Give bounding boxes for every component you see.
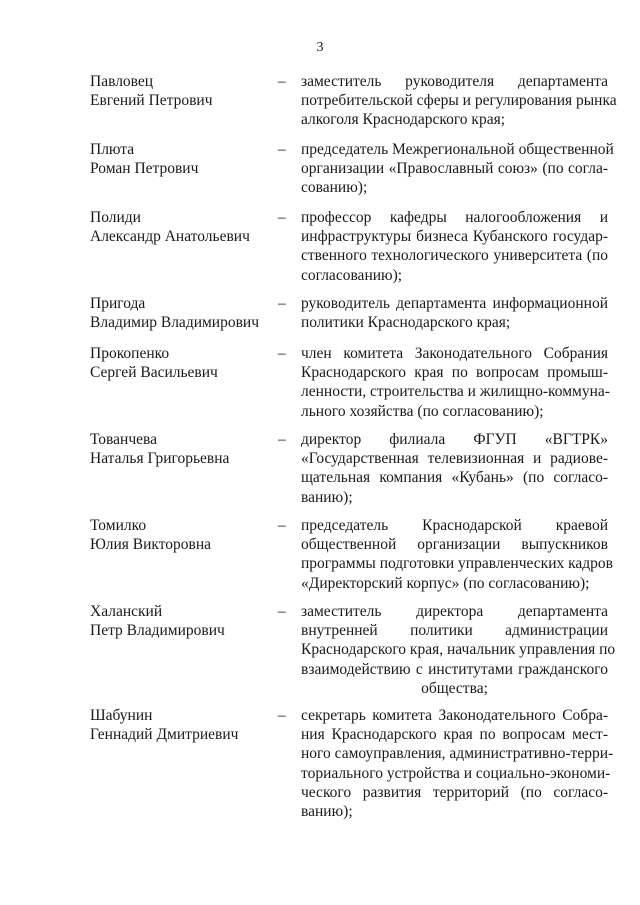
member-surname: Плюта <box>90 141 135 158</box>
member-name <box>90 430 275 468</box>
member-role <box>301 706 614 821</box>
role-line: ванию); <box>301 803 353 821</box>
role-line: ного самоуправления, административно-терри- <box>301 745 614 763</box>
role-line: председатель Межрегиональной общественной <box>301 141 614 158</box>
member-role <box>301 516 613 593</box>
member-given-name: Сергей Васильевич <box>90 364 218 382</box>
member-given-name: Юлия Викторовна <box>90 536 212 554</box>
separator-dash: – <box>278 73 286 90</box>
role-line: профессор кафедры налогообложения и <box>301 209 608 226</box>
member-given-name: Роман Петрович <box>90 160 199 178</box>
role-line: согласованию); <box>301 266 403 284</box>
member-given-name: Наталья Григорьевна <box>90 450 230 468</box>
member-role <box>301 430 608 507</box>
member-name <box>90 516 275 554</box>
separator-dash: – <box>278 707 286 724</box>
member-name <box>90 208 275 246</box>
member-name <box>90 344 275 382</box>
member-role <box>301 140 614 198</box>
member-role <box>301 344 608 421</box>
role-line: Краснодарского края, начальник управления по <box>301 641 616 659</box>
role-line: ческого развития территорий (по согласо- <box>301 783 608 801</box>
separator-dash: – <box>278 295 286 312</box>
role-line: льного хозяйства (по согласованию); <box>301 402 544 420</box>
role-line: инфраструктуры бизнеса Кубанского государ- <box>301 228 608 246</box>
member-name <box>90 602 275 640</box>
separator-dash: – <box>278 517 286 534</box>
member-given-name: Евгений Петрович <box>90 92 213 110</box>
role-line: потребительской сферы и регулирования рынка <box>301 92 617 110</box>
role-line: ния Краснодарского края по вопросам мест- <box>301 726 608 744</box>
role-line: общественной организации выпускников <box>301 536 608 554</box>
member-given-name: Геннадий Дмитриевич <box>90 726 239 744</box>
role-line: ториального устройства и социально-экономи- <box>301 764 611 782</box>
role-line: ленности, строительства и жилищно-коммуна- <box>301 383 610 401</box>
role-line: щательная компания «Кубань» (по согласо- <box>301 469 608 487</box>
member-surname: Халанский <box>90 603 163 620</box>
role-line: Краснодарского края по вопросам промыш- <box>301 364 608 382</box>
role-line: заместитель руководителя департамента <box>301 73 608 90</box>
role-line: программы подготовки управленческих кадров <box>301 555 613 573</box>
separator-dash: – <box>278 603 286 620</box>
role-line: организации «Православный союз» (по согла- <box>301 160 608 178</box>
member-name <box>90 294 275 332</box>
separator-dash: – <box>278 431 286 448</box>
member-given-name: Петр Владимирович <box>90 622 225 640</box>
member-role <box>301 602 616 698</box>
member-role <box>301 72 617 130</box>
role-line: алкоголя Краснодарского края; <box>301 111 506 129</box>
member-role <box>301 294 608 332</box>
separator-dash: – <box>278 345 286 362</box>
member-name <box>90 140 275 178</box>
role-line: ственного технологического университета (по <box>301 247 608 265</box>
member-given-name: Владимир Владимирович <box>90 314 260 332</box>
member-surname: Пригода <box>90 295 146 312</box>
role-line: руководитель департамента информационной <box>301 295 608 312</box>
role-line: секретарь комитета Законодательного Собра- <box>301 707 608 724</box>
member-surname: Полиди <box>90 209 141 226</box>
member-surname: Павловец <box>90 73 154 90</box>
role-line: взаимодействию с институтами гражданского <box>301 660 608 678</box>
member-name <box>90 706 275 744</box>
role-line: «Директорский корпус» (по согласованию); <box>301 574 590 592</box>
member-surname: Томилко <box>90 517 147 534</box>
member-surname: Тованчева <box>90 431 158 448</box>
role-line: внутренней политики администрации <box>301 622 608 640</box>
role-line: директор филиала ФГУП «ВГТРК» <box>301 431 608 448</box>
separator-dash: – <box>278 209 286 226</box>
role-line: общества; <box>421 679 488 697</box>
role-line: сованию); <box>301 179 368 197</box>
role-line: член комитета Законодательного Собрания <box>301 345 608 362</box>
role-line: председатель Краснодарской краевой <box>301 517 608 534</box>
member-role <box>301 208 608 285</box>
role-line: политики Краснодарского края; <box>301 314 511 332</box>
page-number: 3 <box>316 40 324 55</box>
member-name <box>90 72 275 110</box>
separator-dash: – <box>278 141 286 158</box>
role-line: заместитель директора департамента <box>301 603 608 620</box>
role-line: ванию); <box>301 488 353 506</box>
member-surname: Прокопенко <box>90 345 170 362</box>
member-given-name: Александр Анатольевич <box>90 228 250 246</box>
member-surname: Шабунин <box>90 707 153 724</box>
role-line: «Государственная телевизионная и радиове- <box>301 450 608 468</box>
